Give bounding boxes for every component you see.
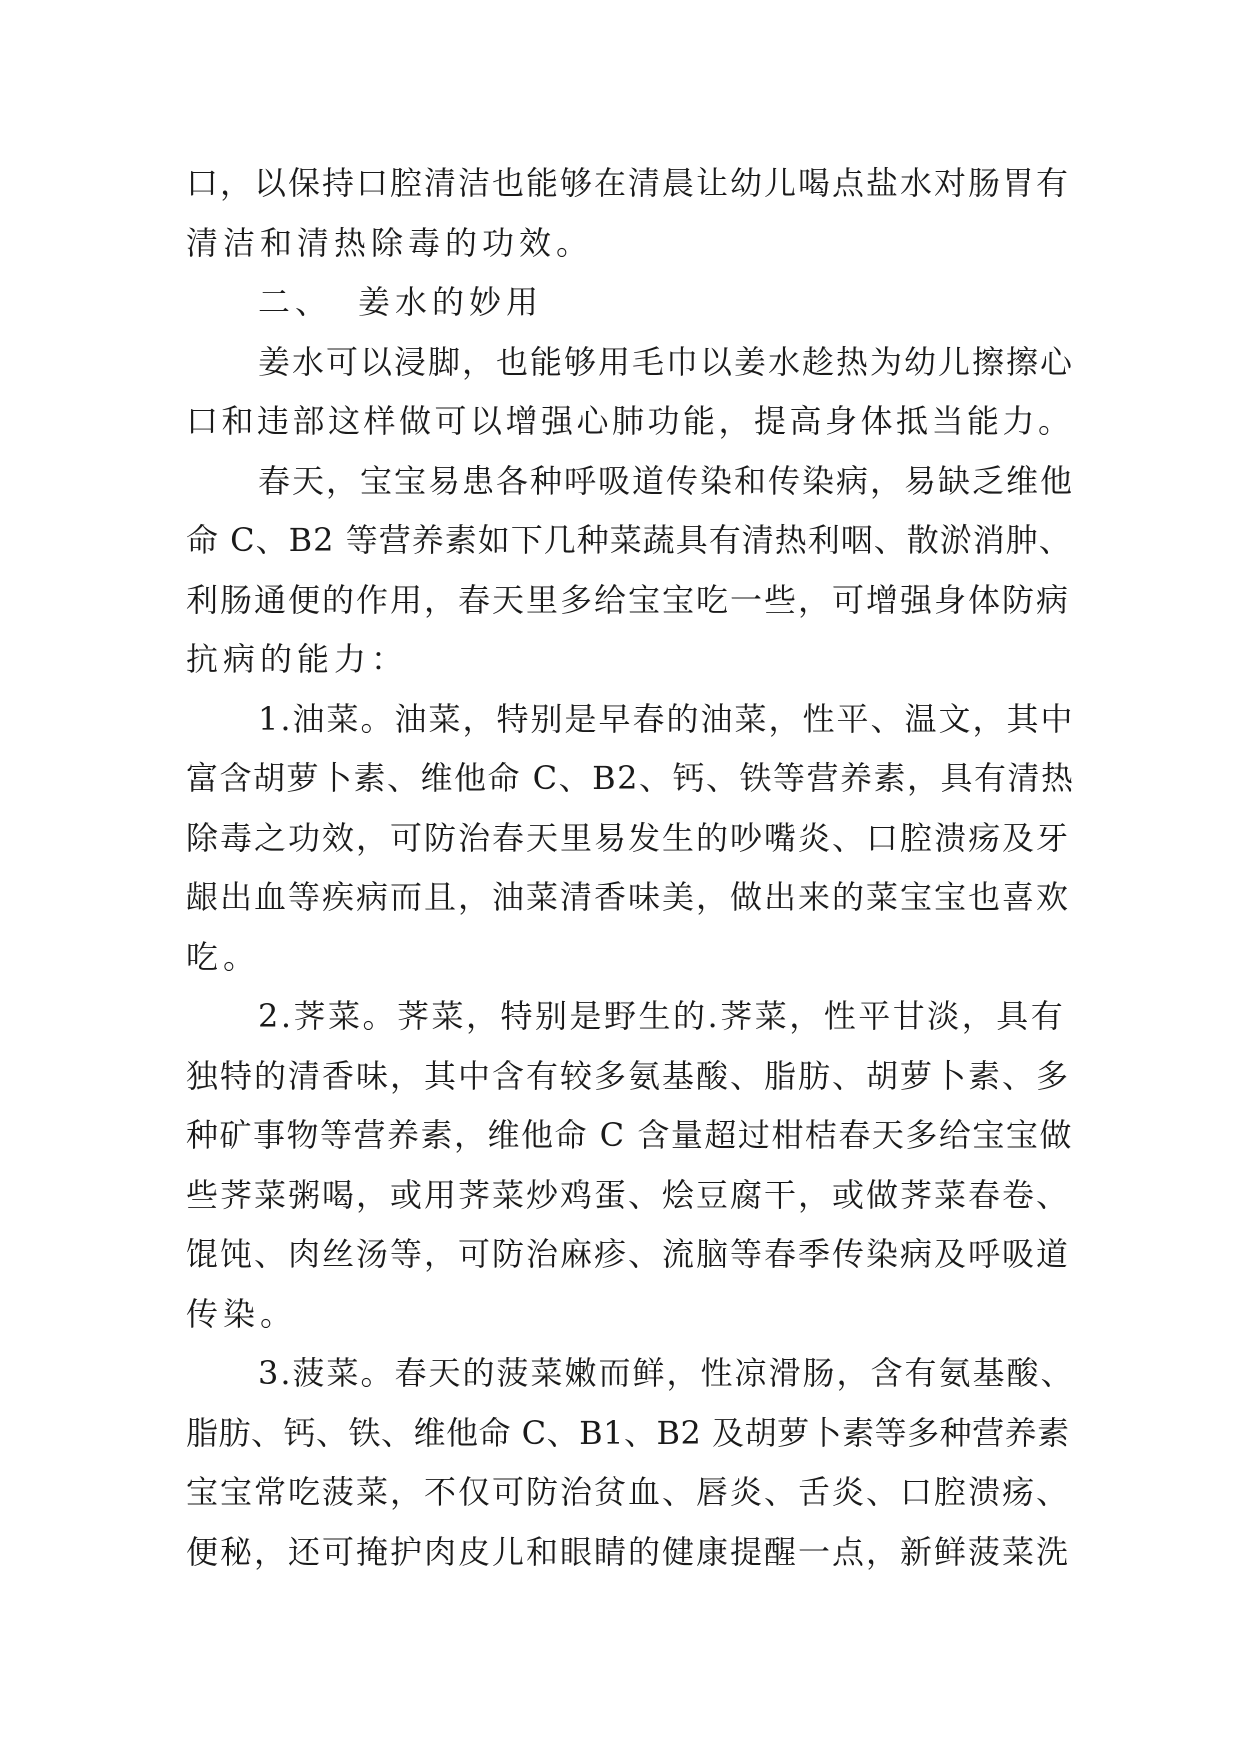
- text-line: 除毒之功效，可防治春天里易发生的吵嘴炎、口腔溃疡及牙: [186, 818, 1071, 857]
- text-line: 传染。: [186, 1294, 298, 1333]
- text-line: 些荠菜粥喝，或用荠菜炒鸡蛋、烩豆腐干，或做荠菜春卷、: [186, 1175, 1071, 1214]
- text-line: 吃。: [186, 937, 261, 976]
- list-item-first-line: 2.荠菜。荠菜，特别是野生的.荠菜，性平甘淡，具有: [258, 997, 1066, 1035]
- text-line: 馄饨、肉丝汤等，可防治麻疹、流脑等春季传染病及呼吸道: [186, 1235, 1071, 1273]
- list-item-first-line: 3.菠菜。春天的菠菜嫩而鲜，性凉滑肠，含有氨基酸、: [258, 1354, 1075, 1392]
- text-line: 独特的清香味，其中含有较多氨基酸、脂肪、胡萝卜素、多: [186, 1056, 1071, 1095]
- paragraph-first-line: 姜水可以浸脚，也能够用毛巾以姜水趁热为幼儿擦擦心: [258, 342, 1075, 381]
- text-line: 龈出血等疾病而且，油菜清香味美，做出来的菜宝宝也喜欢: [186, 878, 1071, 916]
- paragraph-first-line: 春天，宝宝易患各种呼吸道传染和传染病，易缺乏维他: [258, 461, 1075, 500]
- text-line: 口，以保持口腔清洁也能够在清晨让幼儿喝点盐水对肠胃有: [186, 164, 1071, 202]
- section-title: 姜水的妙用: [358, 283, 544, 321]
- text-line: 利肠通便的作用，春天里多给宝宝吃一些，可增强身体防病: [186, 580, 1071, 619]
- document-body: [186, 154, 1076, 1582]
- section-number: 二、: [258, 283, 333, 321]
- text-line: 命 C、B2 等营养素如下几种菜蔬具有清热利咽、散淤消肿、: [186, 521, 1072, 559]
- text-line: 抗病的能力：: [186, 640, 409, 678]
- list-item-first-line: 1.油菜。油菜，特别是早春的油菜，性平、温文，其中: [258, 699, 1075, 738]
- text-line: 脂肪、钙、铁、维他命 C、B1、B2 及胡萝卜素等多种营养素: [186, 1413, 1070, 1452]
- section-heading: [186, 273, 1076, 333]
- text-line: 富含胡萝卜素、维他命 C、B2、钙、铁等营养素，具有清热: [186, 759, 1075, 797]
- text-line: 口和违部这样做可以增强心肺功能，提高身体抵当能力。: [186, 402, 1074, 440]
- text-line: 清洁和清热除毒的功效。: [186, 223, 594, 262]
- text-line: 便秘，还可掩护肉皮儿和眼睛的健康提醒一点，新鲜菠菜洗: [186, 1532, 1071, 1571]
- text-line: 宝宝常吃菠菜，不仅可防治贫血、唇炎、舌炎、口腔溃疡、: [186, 1473, 1071, 1511]
- text-line: 种矿事物等营养素，维他命 C 含量超过柑桔春天多给宝宝做: [186, 1116, 1073, 1154]
